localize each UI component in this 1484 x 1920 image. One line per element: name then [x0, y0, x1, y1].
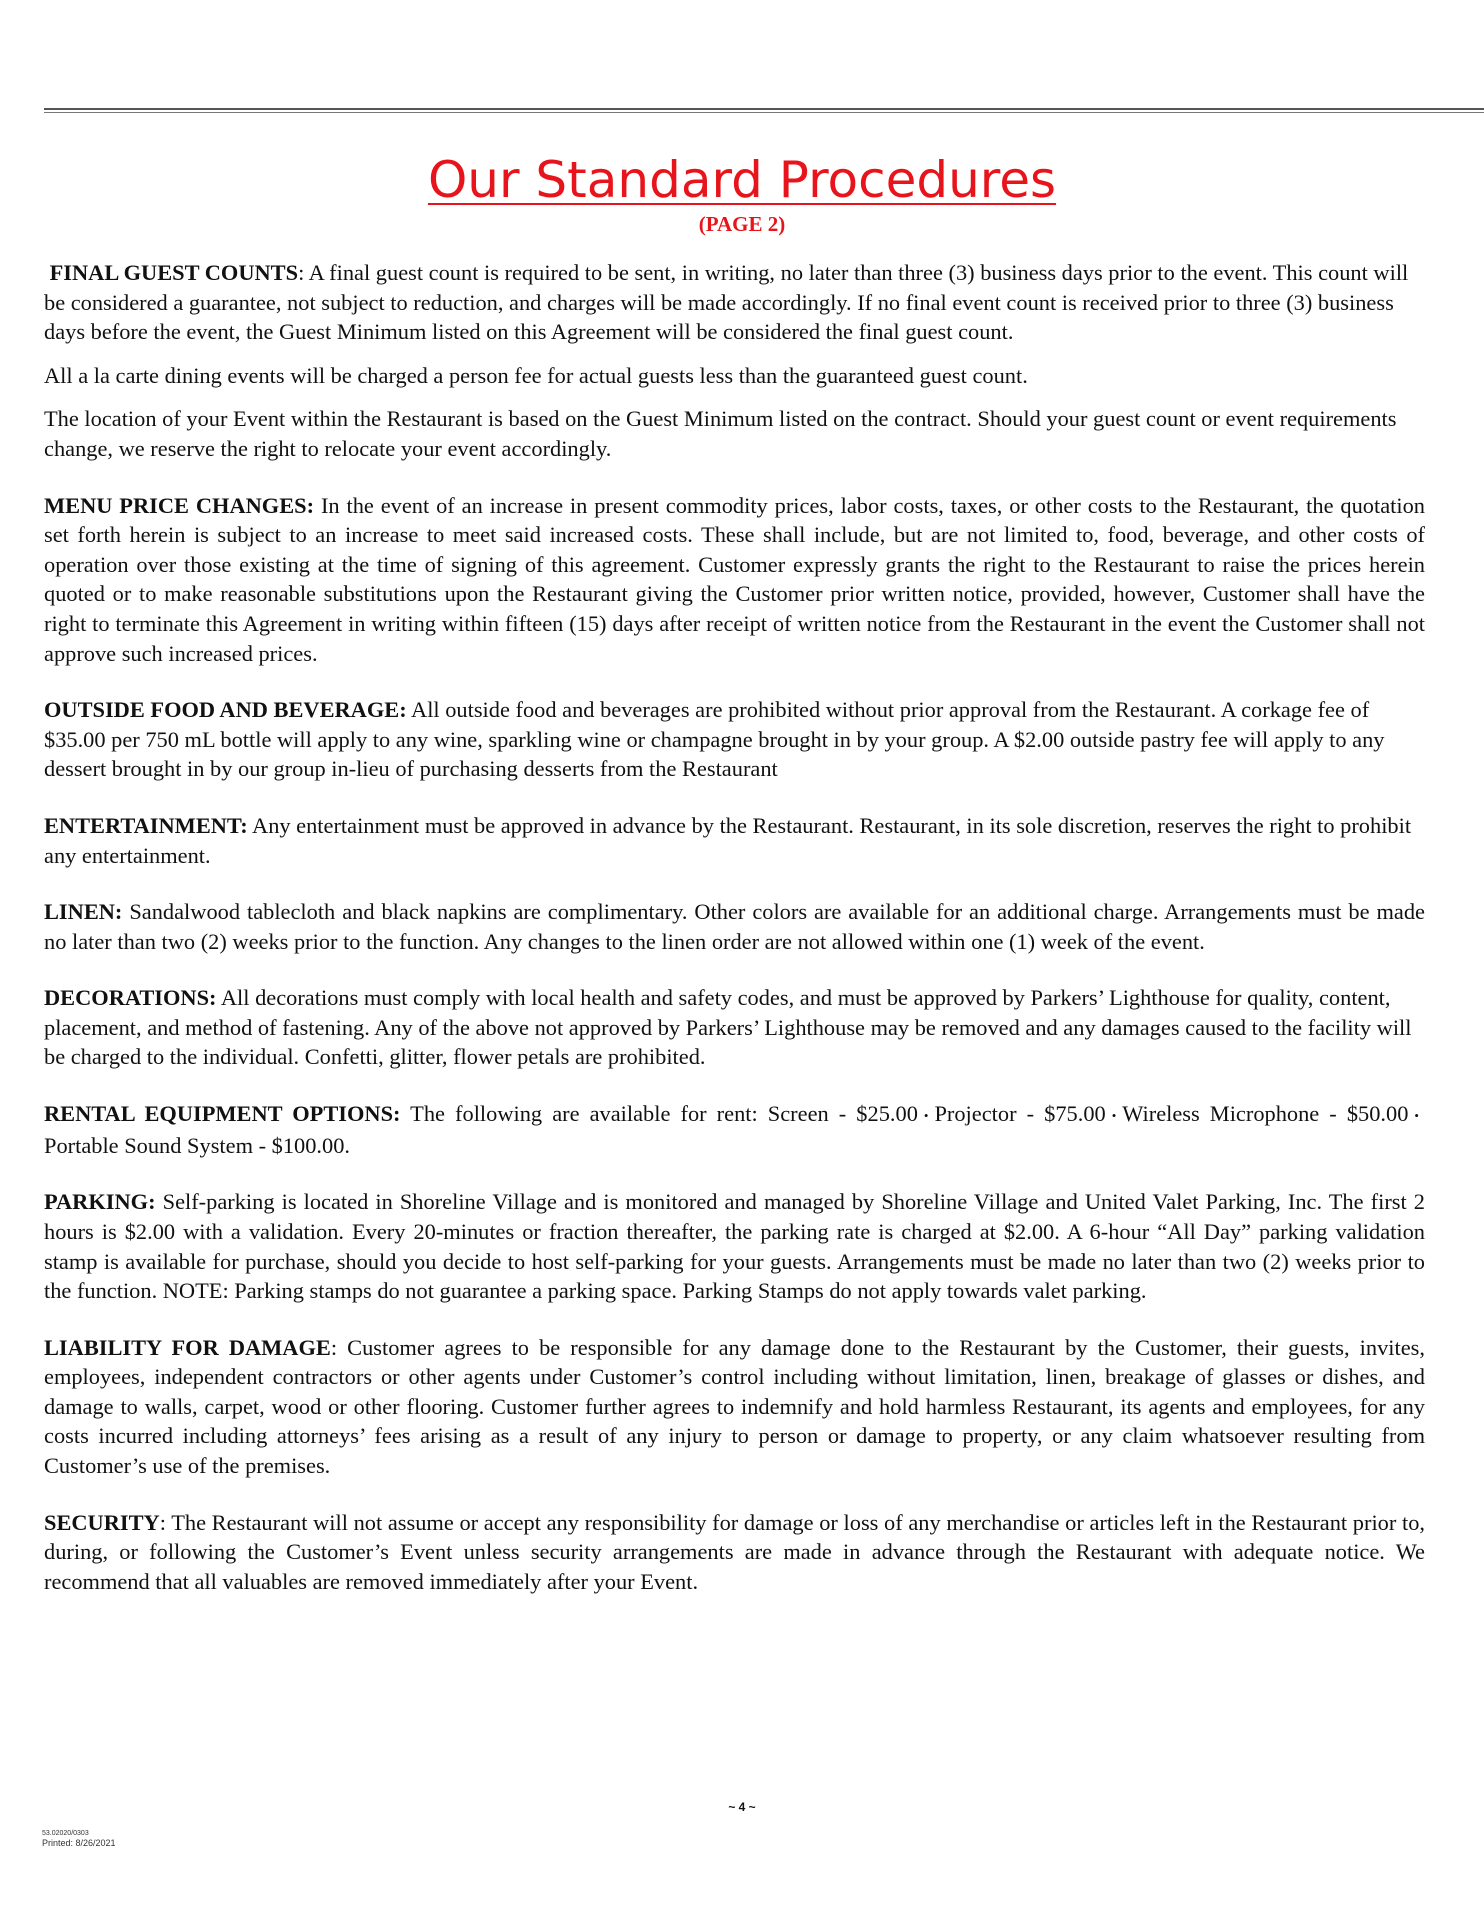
section-heading: FINAL GUEST COUNTS [49, 260, 299, 285]
section-heading: DECORATIONS: [44, 985, 217, 1011]
parking-paragraph [44, 1187, 1425, 1305]
section-text: All outside food and beverages are prohibited without prior approval from the Restaurant. A corkage fee of $35.00 per 750 mL bottle will apply to any wine, sparkling wine or champagne brought in by your group. A $2.00 outside pastry fee will apply to any dessert brought in by our group in-lieu of purchasing desserts from the Restaurant [44, 697, 1385, 782]
bullet-icon: • [1111, 1108, 1117, 1124]
section-heading: SECURITY [44, 1509, 160, 1535]
section-heading: LINEN: [44, 899, 123, 925]
outside-food-paragraph [44, 695, 1425, 784]
section-text: In the event of an increase in present commodity prices, labor costs, taxes, or other costs to the Restaurant, the quotation set forth herein is subject to an increase to meet said increased costs. These shall include, but are not limited to, food, beverage, and other costs of operation over those existing at the time of signing of this agreement. Customer expressly grants the right to the Restaurant to raise the prices herein quoted or to make reasonable substitutions upon the Restaurant giving the Customer prior written notice, provided, however, Customer shall have the right to terminate this Agreement in writing within fifteen (15) days after receipt of written notice from the Restaurant in the event the Customer shall not approve such increased prices. [44, 492, 1425, 666]
rental-item: Projector - $75.00 [934, 1101, 1106, 1127]
document-code: 53.02020/0303 [42, 1830, 89, 1837]
page-subtitle: (PAGE 2) [698, 212, 786, 236]
decorations-paragraph [44, 983, 1425, 1072]
rental-item: Wireless Microphone - $50.00 [1122, 1101, 1409, 1127]
final-guest-counts-paragraph [44, 258, 1425, 347]
section-heading: RENTAL EQUIPMENT OPTIONS: [44, 1101, 401, 1127]
bullet-icon: • [1414, 1108, 1419, 1124]
header-rule-secondary [44, 112, 1484, 113]
page-number: ~ 4 ~ [728, 1800, 756, 1814]
section-heading: OUTSIDE FOOD AND BEVERAGE: [44, 697, 407, 723]
section-text: Any entertainment must be approved in advance by the Restaurant. Restaurant, in its sole discretion, reserves the right to prohibit any entertainment. [44, 812, 1412, 868]
section-heading: MENU PRICE CHANGES: [44, 492, 315, 518]
section-text: : Customer agrees to be responsible for any damage done to the Restaurant by the Customer, their guests, invites, employees, independent contractors or other agents under Customer’s control including without limitation, linen, breakage of glasses or dishes, and damage to walls, carpet, wood or other flooring. Customer further agrees to indemnify and hold harmless Restaurant, its agents and employees, for any costs incurred including attorneys’ fees arising as a result of any injury to person or damage to property, or any claim whatsoever resulting from Customer’s use of the premises. [44, 1334, 1425, 1479]
section-intro: The following are available for rent: [400, 1101, 768, 1127]
linen-paragraph [44, 897, 1425, 956]
section-text: All decorations must comply with local health and safety codes, and must be approved by Parkers’ Lighthouse for quality, content, placement, and method of fastening. Any of the above not approved by Parkers’ Lighthouse may be removed and any damages caused to the facility will be charged to the individual. Confetti, glitter, flower petals are prohibited. [44, 985, 1412, 1070]
menu-price-changes-paragraph [44, 491, 1425, 669]
section-heading: LIABILITY FOR DAMAGE [44, 1334, 331, 1360]
section-text: Self-parking is located in Shoreline Village and is monitored and managed by Shoreline Village and United Valet Parking, Inc. The first 2 hours is $2.00 with a validation. Every 20-minutes or fraction thereafter, the parking rate is charged at $2.00. A 6-hour “All Day” parking validation stamp is available for purchase, should you decide to host self-parking for your guests. Arrangements must be made no later than two (2) weeks prior to the function. NOTE: Parking stamps do not guarantee a parking space. Parking Stamps do not apply towards valet parking. [44, 1189, 1425, 1304]
rental-item: Screen - $25.00 [767, 1101, 918, 1127]
bullet-icon: • [923, 1108, 929, 1124]
header-rule [44, 108, 1484, 110]
section-text: Sandalwood tablecloth and black napkins are complimentary. Other colors are available for an additional charge. Arrangements must be made no later than two (2) weeks prior to the function. Any changes to the linen order are not allowed within one (1) week of the event. [44, 899, 1425, 954]
entertainment-paragraph [44, 811, 1425, 870]
section-text: : The Restaurant will not assume or accept any responsibility for damage or loss of any merchandise or articles left in the Restaurant prior to, during, or following the Customer’s Event unless security arrangements are made in advance through the Restaurant with adequate notice. We recommend that all valuables are removed immediately after your Event. [44, 1509, 1425, 1594]
section-heading: ENTERTAINMENT: [44, 812, 248, 838]
liability-paragraph [44, 1333, 1425, 1481]
section-text: : A final guest count is required to be sent, in writing, no later than three (3) business days prior to the event. This count will be considered a guarantee, not subject to reduction, and charges will be made accordingly. If no final event count is received prior to three (3) business days before the event, the Guest Minimum listed on this Agreement will be considered the final guest count. [44, 260, 1409, 345]
rental-item: Portable Sound System - $100.00. [44, 1132, 351, 1158]
document-body [44, 258, 1425, 1596]
security-paragraph [44, 1508, 1425, 1597]
page-title-text: Our Standard Procedures [427, 151, 1057, 209]
page-title [0, 150, 1484, 210]
printed-date: Printed: 8/26/2021 [42, 1838, 116, 1848]
location-paragraph: The location of your Event within the Restaurant is based on the Guest Minimum listed on the contract. Should your guest count or event requirements change, we reserve the right to relocate your event accordingly. [44, 406, 1397, 461]
rental-equipment-paragraph [44, 1099, 1425, 1160]
section-heading: PARKING: [44, 1189, 156, 1215]
a-la-carte-paragraph: All a la carte dining events will be charged a person fee for actual guests less than the guaranteed guest count. [44, 362, 1028, 388]
